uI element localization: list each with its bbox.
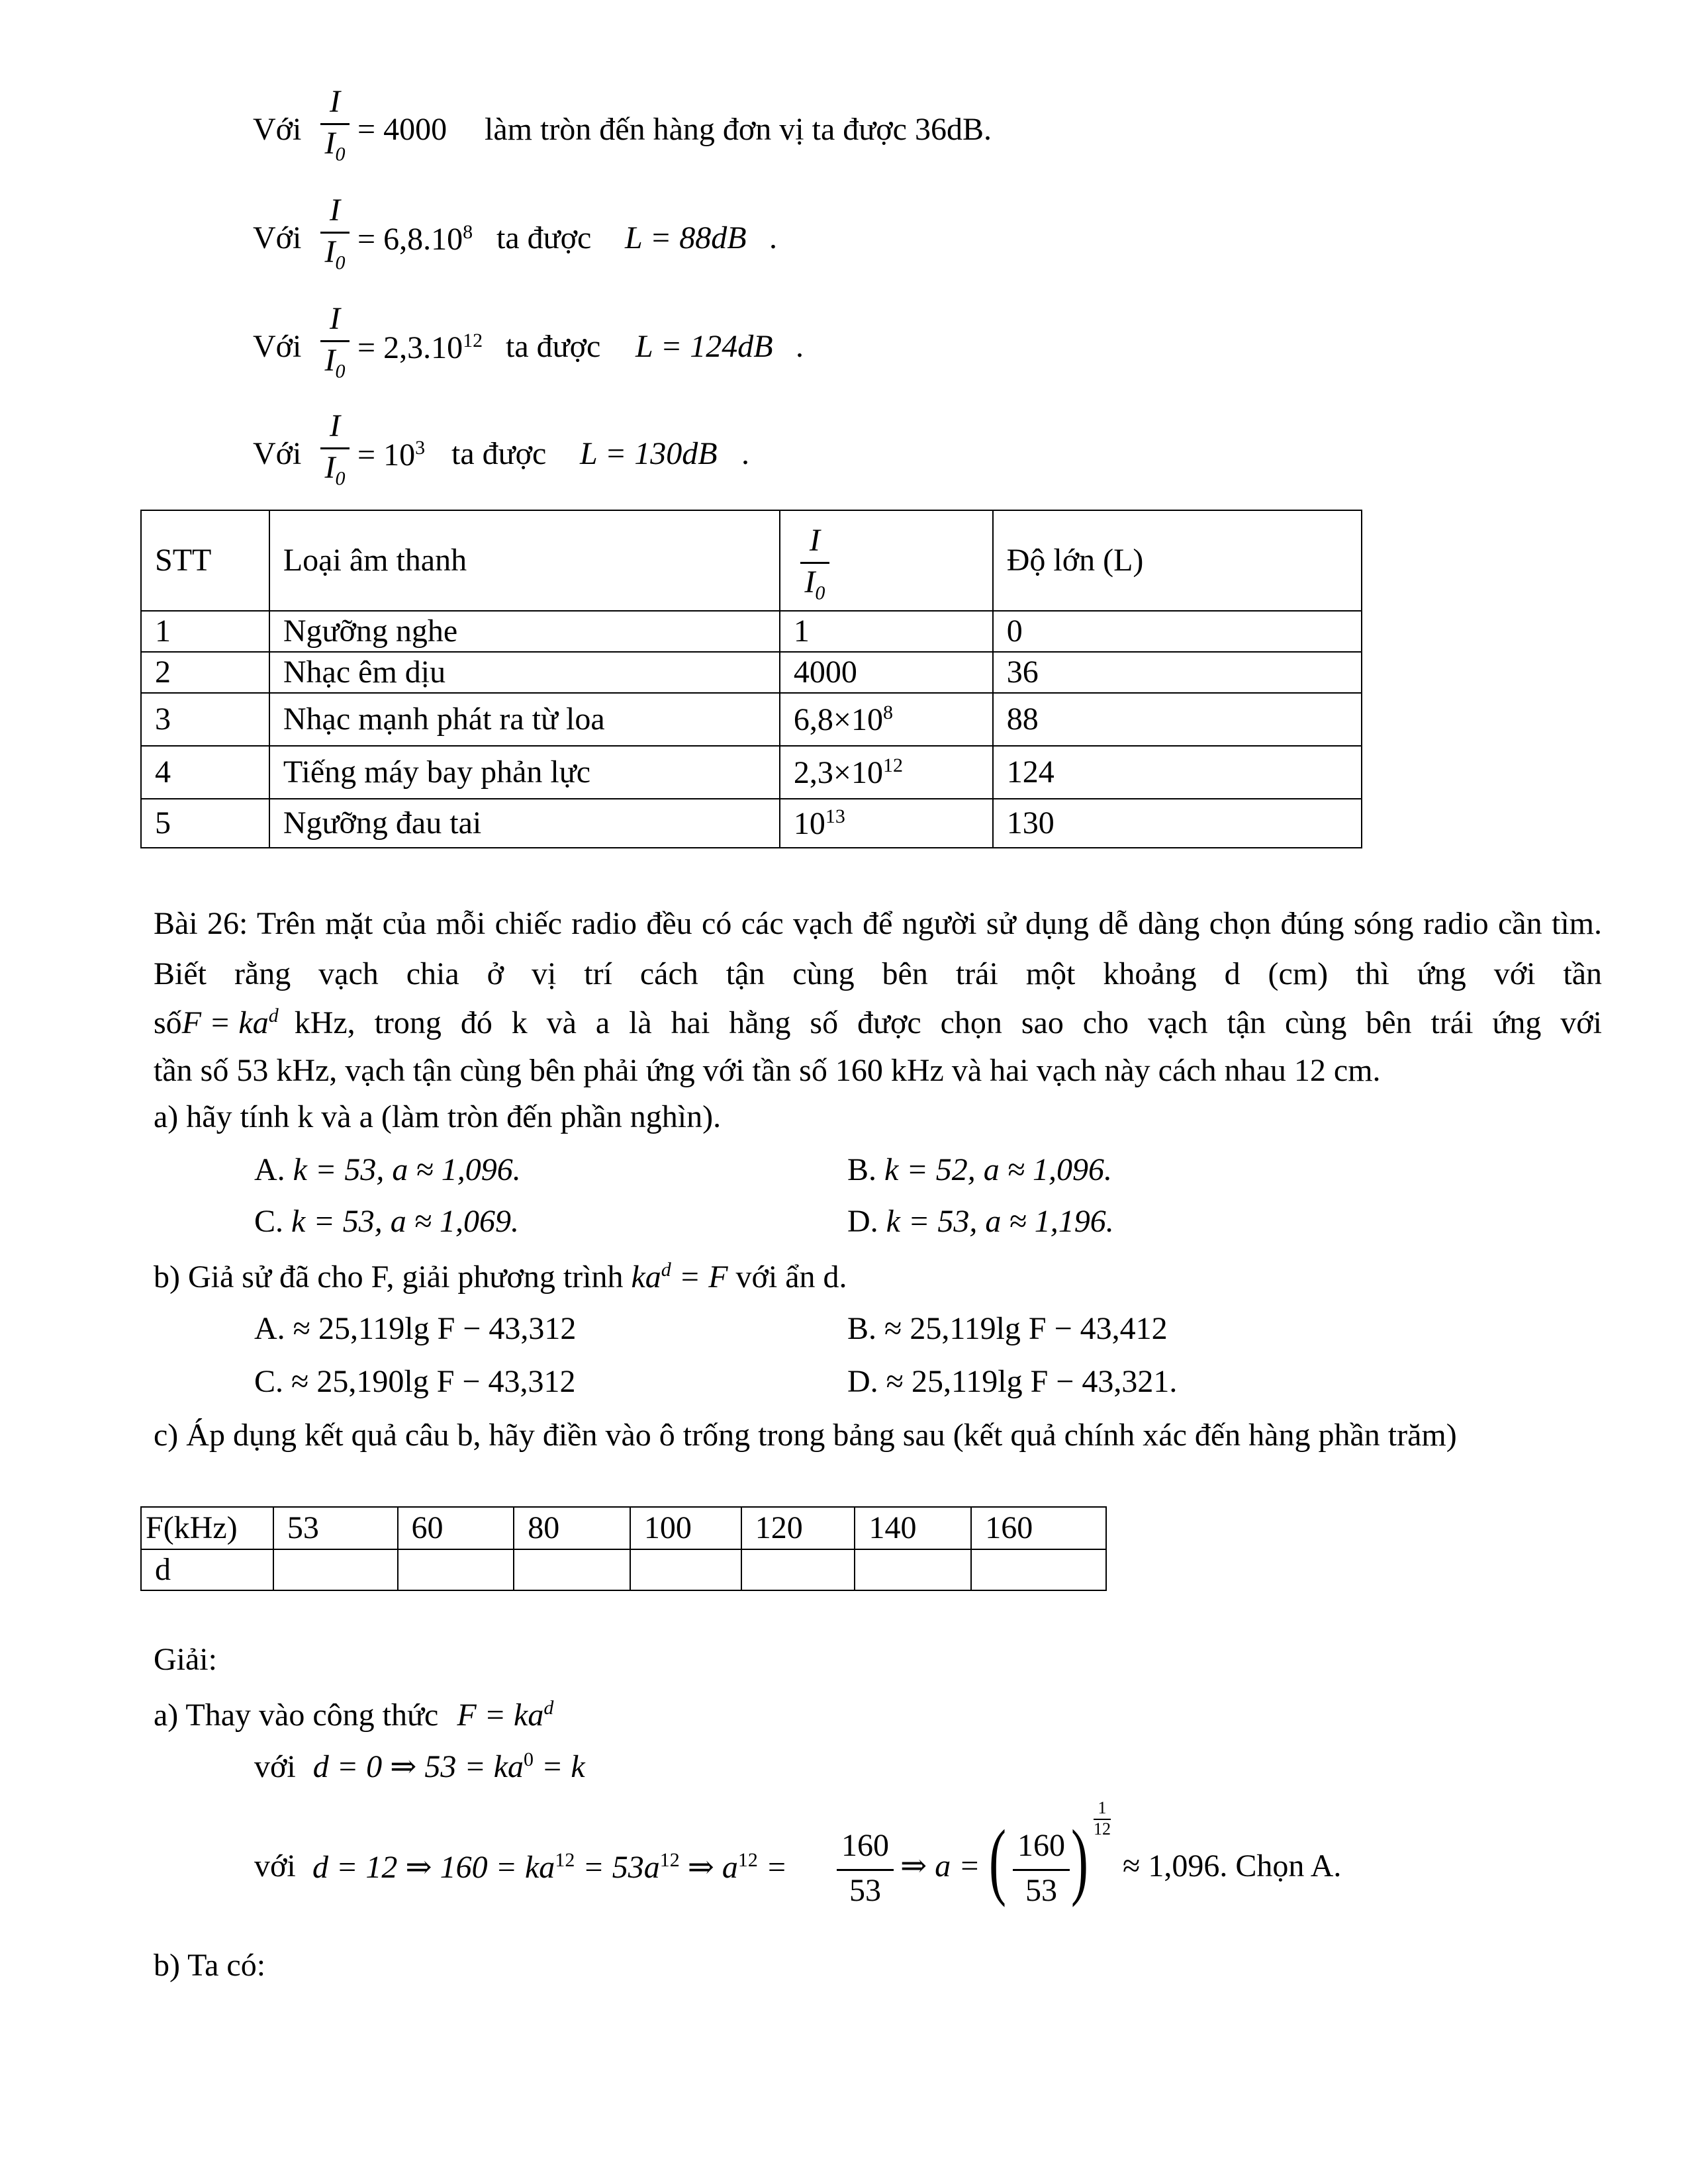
problem-line-4: tần số 53 kHz, vạch tận cùng bên phải ứng với tần số 160 kHz và hai vạch này cách nhau 12 cm.	[154, 1053, 1381, 1088]
table-row: d	[141, 1549, 1106, 1590]
fill-table	[140, 1506, 1107, 1591]
table-row: 1 Ngưỡng nghe 1 0	[141, 611, 1362, 652]
question-a: a) hãy tính k và a (làm tròn đến phần nghìn).	[154, 1099, 722, 1134]
qa-option-d[interactable]: D. k = 53, a ≈ 1,196.	[847, 1204, 1114, 1239]
blank-cell[interactable]	[514, 1549, 630, 1590]
table-row: 3 Nhạc mạnh phát ra từ loa $6,8\times 10^8$ 88	[141, 693, 1362, 746]
solution-b: b) Ta có:	[154, 1948, 266, 1983]
solution-title: Giải:	[154, 1642, 217, 1677]
table-row: F(kHz) 53 60 80 100 120 140 160	[141, 1507, 1106, 1549]
blank-cell[interactable]	[971, 1549, 1106, 1590]
qb-option-b[interactable]: B. ≈ 25,119lg F − 43,412	[847, 1311, 1168, 1346]
solution-line-2: với d = 12 ⇒ $160 = ka^{12} = 53a^{12}$ ⇒ $a^{12}$ = 160 53 ⇒ a = ( 160 53 ) 1 12 ≈ 1,096. Chọn A.	[254, 1800, 1446, 1919]
ratio-fraction: I $I_0$	[320, 193, 350, 268]
ratio-fraction: I $I_0$	[320, 409, 350, 484]
qa-option-a[interactable]: A. k = 53, a ≈ 1,096.	[254, 1152, 521, 1187]
qa-option-c[interactable]: C. k = 53, a ≈ 1,069.	[254, 1204, 520, 1239]
header-stt: STT	[141, 510, 269, 611]
ratio-fraction: I $I_0$	[320, 85, 350, 159]
header-ratio: $\frac{I}{I_0}$	[780, 510, 993, 611]
blank-cell[interactable]	[398, 1549, 514, 1590]
question-c: c) Áp dụng kết quả câu b, hãy điền vào ô trống trong bảng sau (kết quả chính xác đến hàng phần trăm)	[154, 1418, 1457, 1453]
blank-cell[interactable]	[630, 1549, 741, 1590]
sound-level-table	[140, 510, 1362, 848]
blank-cell[interactable]	[855, 1549, 971, 1590]
intro-value: = 4000	[357, 112, 447, 147]
qb-option-c[interactable]: C. ≈ 25,190lg F − 43,312	[254, 1364, 576, 1399]
intro-rest: làm tròn đến hàng đơn vị ta được 36dB.	[485, 112, 992, 147]
intro-prefix: Với	[253, 112, 302, 147]
table-row: 4 Tiếng máy bay phản lực $2,3\times 10^{12}$ 124	[141, 746, 1362, 799]
problem-paragraph: Bài 26: Trên mặt của mỗi chiếc radio đều có các vạch để người sử dụng dễ dàng chọn đúng sóng radio cần tìm. Biết rằng vạch chia ở vị trí cách tận cùng bên trái một khoảng d (cm) thì ứng với tần	[154, 906, 1602, 991]
fraction-160-53: 160 53	[837, 1829, 894, 1908]
header-level: Độ lớn (L)	[993, 510, 1362, 611]
table-header-row	[141, 510, 1362, 611]
qb-option-d[interactable]: D. ≈ 25,119lg F − 43,321.	[847, 1364, 1178, 1399]
problem-line-3: số $F = ka^d$ kHz, trong đó k và a là hai hằng số được chọn sao cho vạch tận cùng bên trái ứng với	[154, 1005, 1602, 1040]
table-row: 2 Nhạc êm dịu 4000 36	[141, 652, 1362, 693]
table-row: 5 Ngưỡng đau tai $10^{13}$ 130	[141, 799, 1362, 848]
solution-a: a) Thay vào công thức $F = ka^d$	[154, 1697, 554, 1733]
qa-option-b[interactable]: B. k = 52, a ≈ 1,096.	[847, 1152, 1113, 1187]
qb-option-a[interactable]: A. ≈ 25,119lg F − 43,312	[254, 1311, 577, 1346]
blank-cell[interactable]	[741, 1549, 855, 1590]
blank-cell[interactable]	[273, 1549, 398, 1590]
question-b: b) Giả sử đã cho F, giải phương trình $ka^d = F$ với ẩn d.	[154, 1259, 847, 1295]
header-type: Loại âm thanh	[269, 510, 780, 611]
ratio-fraction: I $I_0$	[320, 302, 350, 377]
solution-line-1: với d = 0 ⇒ $53 = ka^0 = k$	[254, 1749, 585, 1784]
paren-fraction: ( 160 53 ) 1 12	[989, 1798, 1111, 1908]
